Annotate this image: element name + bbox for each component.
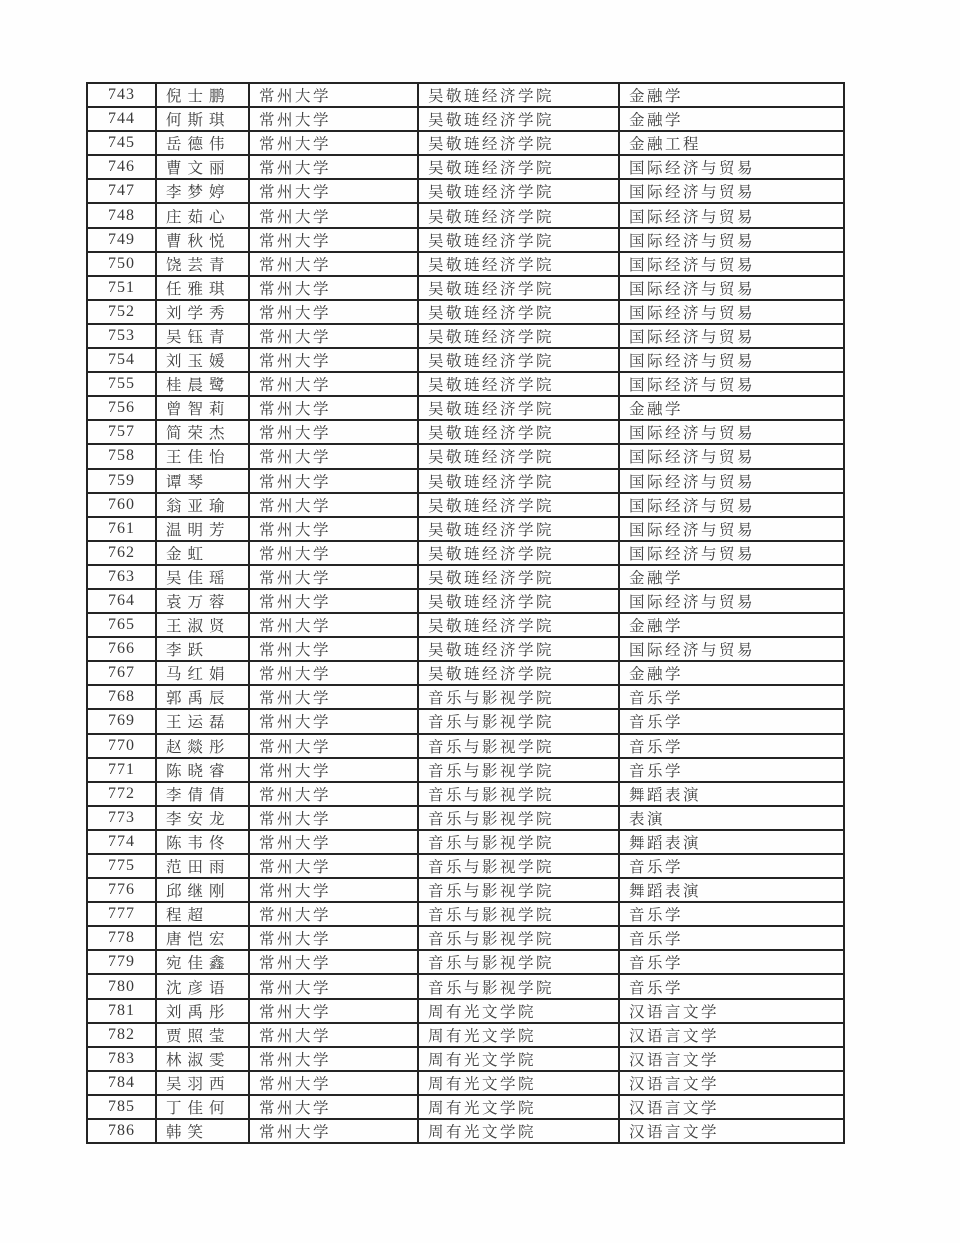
- table-row: [87, 565, 844, 589]
- cell-college: 周有光文学院: [418, 1071, 619, 1095]
- cell-university: 常州大学: [249, 1119, 418, 1143]
- table-row: [87, 83, 844, 107]
- cell-name: 曾智莉: [156, 396, 249, 420]
- cell-university: 常州大学: [249, 131, 418, 155]
- cell-university: 常州大学: [249, 878, 418, 902]
- table-row: [87, 324, 844, 348]
- table-row: [87, 685, 844, 709]
- cell-college: 吴敬琏经济学院: [418, 396, 619, 420]
- cell-name: 沈彦语: [156, 974, 249, 998]
- cell-university: 常州大学: [249, 709, 418, 733]
- cell-major: 汉语言文学: [619, 1095, 844, 1119]
- cell-major: 国际经济与贸易: [619, 252, 844, 276]
- cell-university: 常州大学: [249, 685, 418, 709]
- cell-name: 吴钰青: [156, 324, 249, 348]
- cell-number: 750: [87, 252, 156, 276]
- cell-major: 汉语言文学: [619, 1023, 844, 1047]
- cell-number: 785: [87, 1095, 156, 1119]
- cell-name: 李跃: [156, 637, 249, 661]
- cell-college: 吴敬琏经济学院: [418, 493, 619, 517]
- table-row: [87, 469, 844, 493]
- cell-university: 常州大学: [249, 1023, 418, 1047]
- cell-number: 769: [87, 709, 156, 733]
- cell-college: 音乐与影视学院: [418, 902, 619, 926]
- cell-university: 常州大学: [249, 830, 418, 854]
- cell-university: 常州大学: [249, 782, 418, 806]
- cell-number: 759: [87, 469, 156, 493]
- cell-number: 743: [87, 83, 156, 107]
- cell-university: 常州大学: [249, 517, 418, 541]
- cell-college: 吴敬琏经济学院: [418, 155, 619, 179]
- cell-major: 音乐学: [619, 734, 844, 758]
- cell-name: 吴羽西: [156, 1071, 249, 1095]
- table-row: [87, 1023, 844, 1047]
- cell-major: 金融工程: [619, 131, 844, 155]
- cell-college: 吴敬琏经济学院: [418, 420, 619, 444]
- cell-major: 舞蹈表演: [619, 782, 844, 806]
- cell-number: 745: [87, 131, 156, 155]
- cell-university: 常州大学: [249, 1095, 418, 1119]
- table-row: [87, 228, 844, 252]
- table-row: [87, 131, 844, 155]
- cell-major: 表演: [619, 806, 844, 830]
- table-row: [87, 661, 844, 685]
- cell-major: 国际经济与贸易: [619, 444, 844, 468]
- cell-name: 吴佳瑶: [156, 565, 249, 589]
- table-row: [87, 420, 844, 444]
- cell-university: 常州大学: [249, 806, 418, 830]
- cell-major: 音乐学: [619, 854, 844, 878]
- cell-college: 吴敬琏经济学院: [418, 469, 619, 493]
- cell-college: 周有光文学院: [418, 1023, 619, 1047]
- cell-name: 陈韦佟: [156, 830, 249, 854]
- cell-name: 倪士鹏: [156, 83, 249, 107]
- cell-major: 金融学: [619, 565, 844, 589]
- cell-college: 吴敬琏经济学院: [418, 179, 619, 203]
- cell-number: 749: [87, 228, 156, 252]
- cell-university: 常州大学: [249, 444, 418, 468]
- table-row: [87, 348, 844, 372]
- cell-major: 国际经济与贸易: [619, 228, 844, 252]
- cell-name: 庄茹心: [156, 203, 249, 227]
- table-row: [87, 155, 844, 179]
- table-row: [87, 950, 844, 974]
- cell-college: 音乐与影视学院: [418, 734, 619, 758]
- cell-college: 音乐与影视学院: [418, 685, 619, 709]
- cell-name: 金虹: [156, 541, 249, 565]
- cell-university: 常州大学: [249, 300, 418, 324]
- cell-number: 779: [87, 950, 156, 974]
- cell-university: 常州大学: [249, 974, 418, 998]
- table-row: [87, 878, 844, 902]
- cell-university: 常州大学: [249, 589, 418, 613]
- cell-university: 常州大学: [249, 854, 418, 878]
- cell-university: 常州大学: [249, 469, 418, 493]
- cell-university: 常州大学: [249, 758, 418, 782]
- cell-name: 简荣杰: [156, 420, 249, 444]
- table-row: [87, 1071, 844, 1095]
- cell-university: 常州大学: [249, 1071, 418, 1095]
- cell-number: 764: [87, 589, 156, 613]
- cell-university: 常州大学: [249, 613, 418, 637]
- cell-college: 吴敬琏经济学院: [418, 637, 619, 661]
- table-row: [87, 734, 844, 758]
- cell-number: 761: [87, 517, 156, 541]
- cell-name: 刘学秀: [156, 300, 249, 324]
- cell-university: 常州大学: [249, 83, 418, 107]
- cell-university: 常州大学: [249, 926, 418, 950]
- cell-name: 宛佳鑫: [156, 950, 249, 974]
- table-row: [87, 203, 844, 227]
- cell-major: 国际经济与贸易: [619, 420, 844, 444]
- cell-college: 吴敬琏经济学院: [418, 372, 619, 396]
- cell-university: 常州大学: [249, 324, 418, 348]
- cell-college: 音乐与影视学院: [418, 830, 619, 854]
- cell-name: 刘玉媛: [156, 348, 249, 372]
- table-row: [87, 974, 844, 998]
- cell-college: 周有光文学院: [418, 1095, 619, 1119]
- cell-major: 舞蹈表演: [619, 830, 844, 854]
- cell-number: 758: [87, 444, 156, 468]
- cell-major: 音乐学: [619, 758, 844, 782]
- table-row: [87, 1119, 844, 1143]
- cell-number: 770: [87, 734, 156, 758]
- cell-college: 音乐与影视学院: [418, 878, 619, 902]
- cell-number: 780: [87, 974, 156, 998]
- cell-university: 常州大学: [249, 950, 418, 974]
- table-row: [87, 541, 844, 565]
- cell-major: 国际经济与贸易: [619, 372, 844, 396]
- cell-university: 常州大学: [249, 155, 418, 179]
- cell-college: 音乐与影视学院: [418, 806, 619, 830]
- cell-number: 751: [87, 276, 156, 300]
- cell-major: 音乐学: [619, 974, 844, 998]
- cell-college: 吴敬琏经济学院: [418, 203, 619, 227]
- cell-university: 常州大学: [249, 203, 418, 227]
- cell-name: 陈晓睿: [156, 758, 249, 782]
- cell-major: 金融学: [619, 107, 844, 131]
- table-row: [87, 179, 844, 203]
- cell-university: 常州大学: [249, 999, 418, 1023]
- cell-major: 国际经济与贸易: [619, 348, 844, 372]
- cell-university: 常州大学: [249, 541, 418, 565]
- cell-name: 任雅琪: [156, 276, 249, 300]
- table-row: [87, 902, 844, 926]
- cell-college: 周有光文学院: [418, 999, 619, 1023]
- table-row: [87, 276, 844, 300]
- cell-number: 773: [87, 806, 156, 830]
- cell-major: 国际经济与贸易: [619, 276, 844, 300]
- cell-number: 781: [87, 999, 156, 1023]
- cell-college: 音乐与影视学院: [418, 758, 619, 782]
- cell-number: 772: [87, 782, 156, 806]
- cell-major: 国际经济与贸易: [619, 637, 844, 661]
- cell-college: 吴敬琏经济学院: [418, 661, 619, 685]
- cell-university: 常州大学: [249, 252, 418, 276]
- cell-name: 林淑雯: [156, 1047, 249, 1071]
- table-row: [87, 830, 844, 854]
- cell-number: 778: [87, 926, 156, 950]
- cell-college: 吴敬琏经济学院: [418, 565, 619, 589]
- cell-name: 饶芸青: [156, 252, 249, 276]
- cell-name: 赵燚彤: [156, 734, 249, 758]
- cell-name: 桂晨鹭: [156, 372, 249, 396]
- cell-major: 金融学: [619, 396, 844, 420]
- cell-college: 音乐与影视学院: [418, 709, 619, 733]
- cell-name: 翁亚瑜: [156, 493, 249, 517]
- cell-number: 746: [87, 155, 156, 179]
- cell-number: 763: [87, 565, 156, 589]
- cell-major: 音乐学: [619, 709, 844, 733]
- cell-name: 曹秋悦: [156, 228, 249, 252]
- cell-college: 音乐与影视学院: [418, 926, 619, 950]
- cell-college: 音乐与影视学院: [418, 950, 619, 974]
- cell-major: 金融学: [619, 83, 844, 107]
- table-row: [87, 782, 844, 806]
- table-row: [87, 493, 844, 517]
- table-row: [87, 854, 844, 878]
- cell-college: 吴敬琏经济学院: [418, 83, 619, 107]
- cell-number: 762: [87, 541, 156, 565]
- cell-number: 776: [87, 878, 156, 902]
- table-row: [87, 758, 844, 782]
- cell-university: 常州大学: [249, 396, 418, 420]
- cell-major: 音乐学: [619, 926, 844, 950]
- cell-major: 国际经济与贸易: [619, 155, 844, 179]
- cell-college: 吴敬琏经济学院: [418, 324, 619, 348]
- cell-university: 常州大学: [249, 902, 418, 926]
- cell-major: 国际经济与贸易: [619, 300, 844, 324]
- cell-college: 吴敬琏经济学院: [418, 444, 619, 468]
- cell-university: 常州大学: [249, 661, 418, 685]
- cell-university: 常州大学: [249, 493, 418, 517]
- cell-major: 国际经济与贸易: [619, 203, 844, 227]
- cell-name: 范田雨: [156, 854, 249, 878]
- table-row: [87, 926, 844, 950]
- table-row: [87, 252, 844, 276]
- table-row: [87, 637, 844, 661]
- cell-major: 金融学: [619, 613, 844, 637]
- cell-major: 国际经济与贸易: [619, 324, 844, 348]
- cell-major: 舞蹈表演: [619, 878, 844, 902]
- cell-university: 常州大学: [249, 1047, 418, 1071]
- cell-major: 国际经济与贸易: [619, 541, 844, 565]
- cell-name: 李倩倩: [156, 782, 249, 806]
- cell-college: 吴敬琏经济学院: [418, 252, 619, 276]
- cell-name: 贾照莹: [156, 1023, 249, 1047]
- table-row: [87, 300, 844, 324]
- cell-college: 吴敬琏经济学院: [418, 228, 619, 252]
- cell-university: 常州大学: [249, 348, 418, 372]
- cell-number: 766: [87, 637, 156, 661]
- cell-major: 汉语言文学: [619, 1119, 844, 1143]
- cell-university: 常州大学: [249, 107, 418, 131]
- cell-major: 汉语言文学: [619, 999, 844, 1023]
- cell-number: 775: [87, 854, 156, 878]
- cell-college: 吴敬琏经济学院: [418, 613, 619, 637]
- cell-name: 韩笑: [156, 1119, 249, 1143]
- cell-number: 768: [87, 685, 156, 709]
- cell-major: 音乐学: [619, 902, 844, 926]
- cell-major: 音乐学: [619, 685, 844, 709]
- cell-name: 王运磊: [156, 709, 249, 733]
- cell-name: 邱继刚: [156, 878, 249, 902]
- cell-college: 音乐与影视学院: [418, 782, 619, 806]
- cell-university: 常州大学: [249, 420, 418, 444]
- cell-number: 765: [87, 613, 156, 637]
- cell-number: 782: [87, 1023, 156, 1047]
- cell-number: 757: [87, 420, 156, 444]
- cell-name: 马红娟: [156, 661, 249, 685]
- cell-university: 常州大学: [249, 734, 418, 758]
- cell-college: 吴敬琏经济学院: [418, 348, 619, 372]
- table-row: [87, 589, 844, 613]
- cell-major: 国际经济与贸易: [619, 469, 844, 493]
- cell-university: 常州大学: [249, 228, 418, 252]
- cell-name: 岳德伟: [156, 131, 249, 155]
- cell-university: 常州大学: [249, 276, 418, 300]
- cell-major: 汉语言文学: [619, 1047, 844, 1071]
- cell-number: 752: [87, 300, 156, 324]
- cell-name: 郭禹辰: [156, 685, 249, 709]
- table-body: [87, 83, 844, 1143]
- cell-college: 音乐与影视学院: [418, 854, 619, 878]
- cell-number: 747: [87, 179, 156, 203]
- cell-university: 常州大学: [249, 565, 418, 589]
- cell-number: 774: [87, 830, 156, 854]
- cell-major: 国际经济与贸易: [619, 493, 844, 517]
- cell-number: 755: [87, 372, 156, 396]
- table-row: [87, 517, 844, 541]
- cell-name: 李梦婷: [156, 179, 249, 203]
- cell-number: 753: [87, 324, 156, 348]
- cell-name: 何斯琪: [156, 107, 249, 131]
- cell-college: 吴敬琏经济学院: [418, 589, 619, 613]
- cell-number: 767: [87, 661, 156, 685]
- cell-number: 783: [87, 1047, 156, 1071]
- cell-name: 程超: [156, 902, 249, 926]
- cell-college: 周有光文学院: [418, 1047, 619, 1071]
- table-row: [87, 806, 844, 830]
- cell-name: 袁万蓉: [156, 589, 249, 613]
- cell-name: 谭琴: [156, 469, 249, 493]
- cell-number: 756: [87, 396, 156, 420]
- cell-name: 王佳怡: [156, 444, 249, 468]
- cell-major: 国际经济与贸易: [619, 179, 844, 203]
- cell-college: 吴敬琏经济学院: [418, 300, 619, 324]
- cell-college: 吴敬琏经济学院: [418, 131, 619, 155]
- cell-major: 金融学: [619, 661, 844, 685]
- cell-number: 744: [87, 107, 156, 131]
- cell-college: 吴敬琏经济学院: [418, 517, 619, 541]
- table-row: [87, 107, 844, 131]
- cell-university: 常州大学: [249, 372, 418, 396]
- cell-university: 常州大学: [249, 179, 418, 203]
- cell-major: 国际经济与贸易: [619, 589, 844, 613]
- cell-number: 784: [87, 1071, 156, 1095]
- cell-number: 786: [87, 1119, 156, 1143]
- table-row: [87, 444, 844, 468]
- table-row: [87, 709, 844, 733]
- cell-number: 748: [87, 203, 156, 227]
- cell-name: 唐恺宏: [156, 926, 249, 950]
- table-row: [87, 999, 844, 1023]
- cell-name: 温明芳: [156, 517, 249, 541]
- cell-college: 周有光文学院: [418, 1119, 619, 1143]
- cell-number: 771: [87, 758, 156, 782]
- cell-name: 刘禹彤: [156, 999, 249, 1023]
- cell-major: 国际经济与贸易: [619, 517, 844, 541]
- table-row: [87, 372, 844, 396]
- table-row: [87, 1047, 844, 1071]
- cell-major: 音乐学: [619, 950, 844, 974]
- student-roster-table: [86, 82, 845, 1144]
- cell-college: 吴敬琏经济学院: [418, 541, 619, 565]
- cell-college: 吴敬琏经济学院: [418, 276, 619, 300]
- cell-name: 丁佳何: [156, 1095, 249, 1119]
- cell-number: 777: [87, 902, 156, 926]
- cell-college: 音乐与影视学院: [418, 974, 619, 998]
- cell-university: 常州大学: [249, 637, 418, 661]
- cell-name: 李安龙: [156, 806, 249, 830]
- table-row: [87, 1095, 844, 1119]
- cell-number: 754: [87, 348, 156, 372]
- table-row: [87, 613, 844, 637]
- table-row: [87, 396, 844, 420]
- cell-major: 汉语言文学: [619, 1071, 844, 1095]
- cell-name: 王淑贤: [156, 613, 249, 637]
- cell-name: 曹文丽: [156, 155, 249, 179]
- cell-number: 760: [87, 493, 156, 517]
- cell-college: 吴敬琏经济学院: [418, 107, 619, 131]
